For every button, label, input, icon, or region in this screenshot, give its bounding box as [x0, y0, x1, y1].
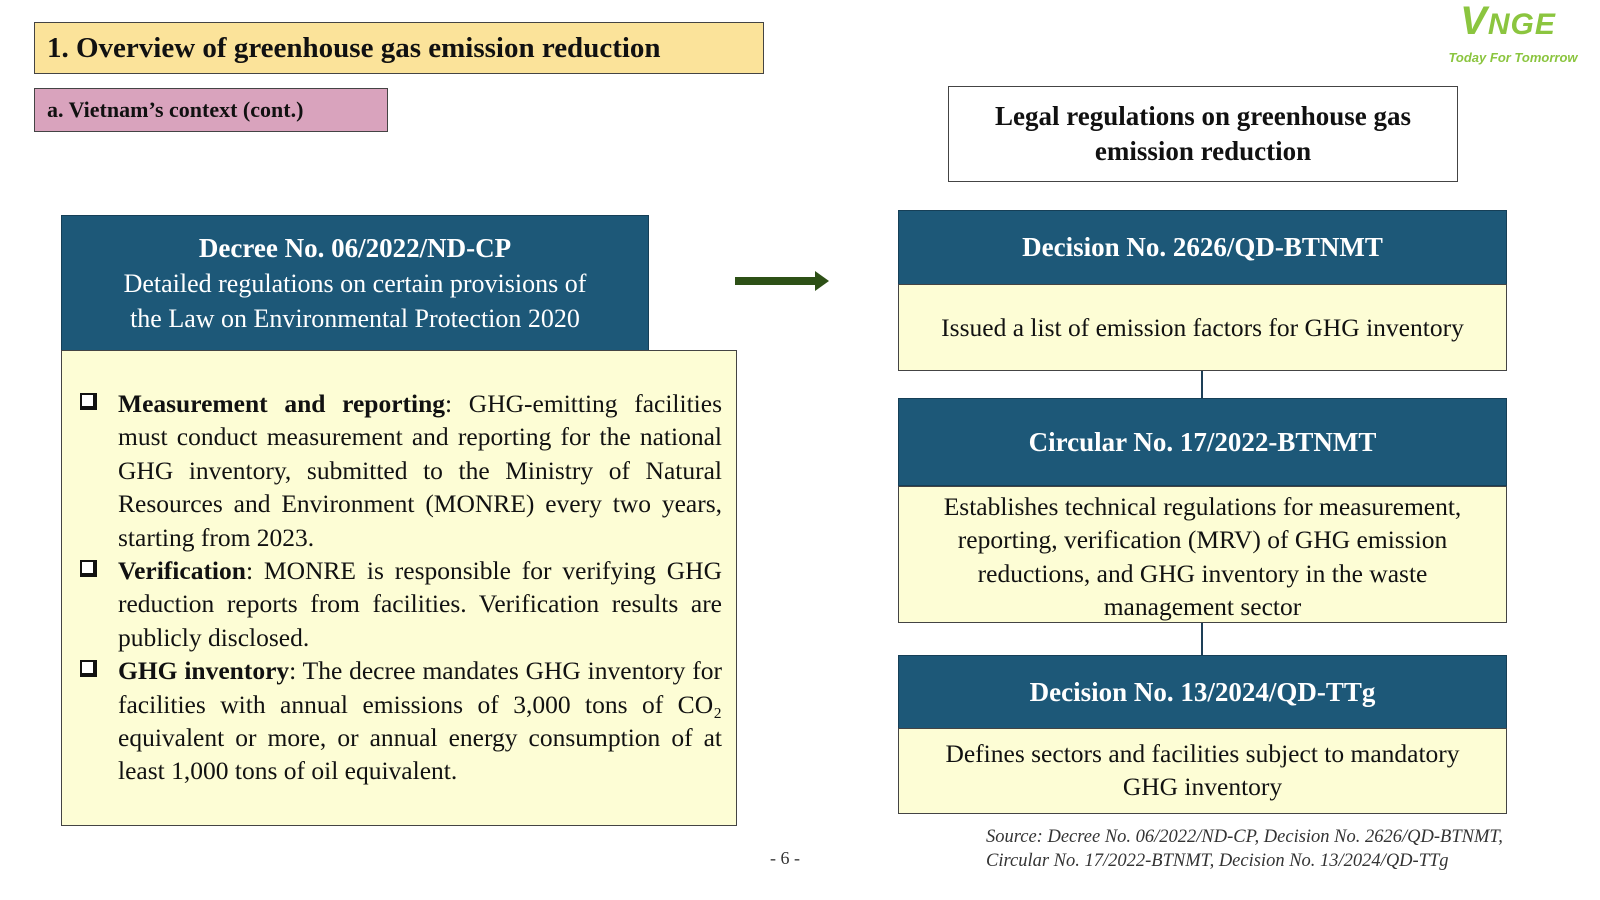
decree-title: Decree No. 06/2022/ND-CP — [198, 233, 512, 263]
decree-description-line1: Detailed regulations on certain provisions of — [123, 269, 587, 298]
connector-line — [1201, 623, 1203, 655]
legal-heading-line1: Legal regulations on greenhouse gas — [994, 101, 1412, 131]
provision-item — [80, 387, 722, 554]
decree-header — [61, 215, 649, 351]
logo-letters: NGE — [1487, 8, 1556, 41]
logo-tagline: Today For Tomorrow — [1448, 50, 1578, 65]
checkbox-bullet-icon — [80, 560, 97, 577]
legal-regulations-heading — [948, 86, 1458, 182]
source-line1: Source: Decree No. 06/2022/ND-CP, Decision No. 2626/QD-BTNMT, — [986, 827, 1503, 847]
decree-description-line2: the Law on Environmental Protection 2020 — [130, 304, 580, 333]
regulation-title: Circular No. 17/2022-BTNMT — [898, 398, 1507, 486]
regulation-title: Decision No. 13/2024/QD-TTg — [898, 655, 1507, 729]
logo-letter-v: V — [1460, 0, 1488, 43]
regulation-description: Defines sectors and facilities subject to mandatory GHG inventory — [898, 728, 1507, 814]
provision-key: Verification — [118, 556, 246, 586]
section-subtitle: a. Vietnam’s context (cont.) — [34, 88, 388, 132]
regulation-title: Decision No. 2626/QD-BTNMT — [898, 210, 1507, 285]
provision-item — [80, 554, 722, 654]
checkbox-bullet-icon — [80, 660, 97, 677]
provision-item — [80, 654, 722, 788]
section-title: 1. Overview of greenhouse gas emission reduction — [34, 22, 764, 74]
provision-text: : The decree mandates GHG inventory for facilities with annual emissions of 3,000 tons of CO₂ equivalent or more, or annual energy consumption of at least 1,000 tons of oil equivalent. — [118, 656, 722, 786]
provision-list — [80, 387, 722, 788]
decree-provisions — [61, 350, 737, 826]
provision-text: : GHG-emitting facilities must conduct measurement and reporting for the national GHG inventory, submitted to the Ministry of Natural Resources and Environment (MONRE) every two years, starting from 2023. — [118, 389, 722, 552]
regulation-description: Issued a list of emission factors for GHG inventory — [898, 284, 1507, 371]
logo-wordmark — [1418, 0, 1598, 43]
checkbox-bullet-icon — [80, 393, 97, 410]
legal-heading-line2: emission reduction — [1094, 136, 1312, 166]
source-citation — [986, 825, 1586, 873]
provision-key: Measurement and reporting — [118, 389, 446, 418]
regulation-description: Establishes technical regulations for measurement, reporting, verification (MRV) of GHG emission reductions, and GHG inventory in the waste management sector — [898, 486, 1507, 623]
source-line2: Circular No. 17/2022-BTNMT, Decision No. 13/2024/QD-TTg — [986, 851, 1449, 871]
connector-line — [1201, 371, 1203, 399]
provision-text: : MONRE is responsible for verifying GHG reduction reports from facilities. Verification results are publicly disclosed. — [118, 556, 722, 652]
page-number: - 6 - — [770, 848, 800, 868]
right-arrow-icon — [735, 269, 831, 293]
vnge-logo — [1418, 0, 1598, 76]
provision-key: GHG inventory — [118, 656, 290, 686]
